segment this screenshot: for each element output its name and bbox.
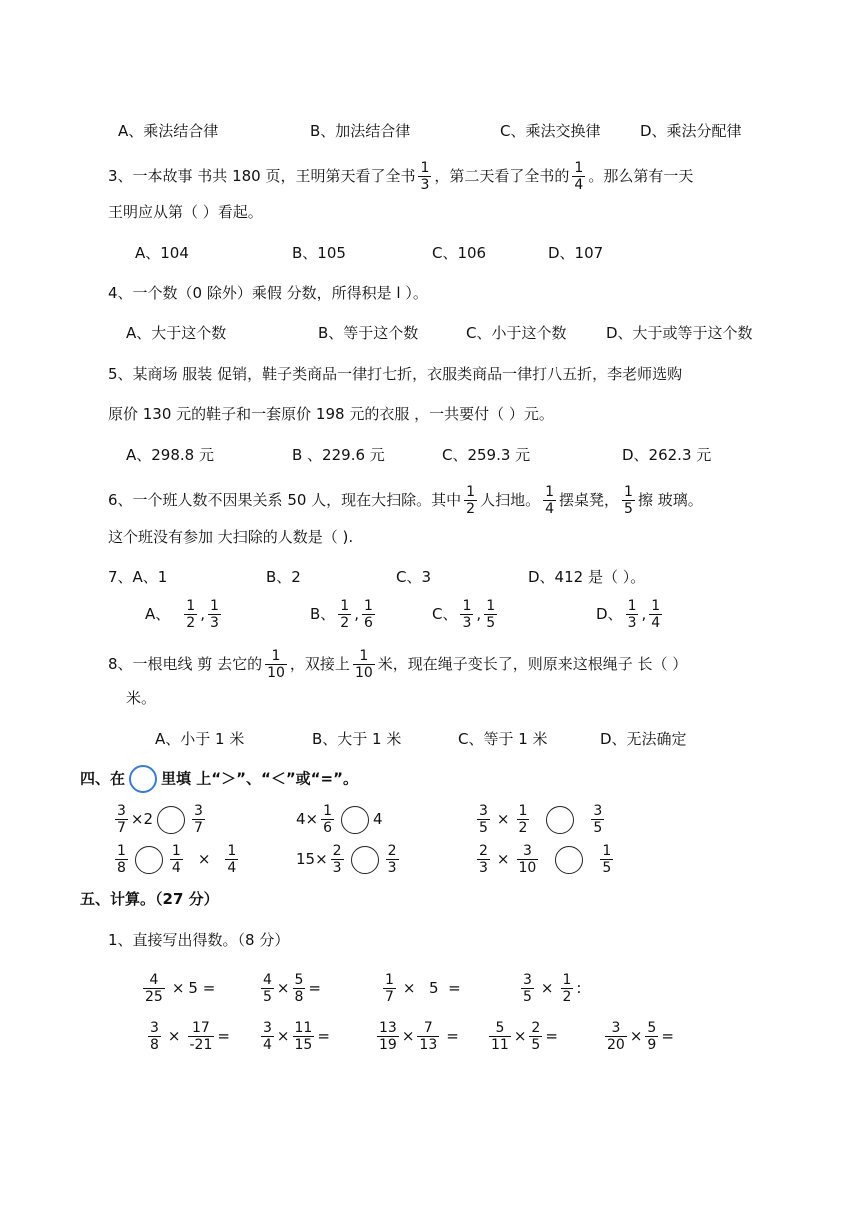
fraction: $\frac{1}{5}$	[624, 484, 633, 517]
q5-option-c: C、259.3 元	[442, 446, 531, 464]
answer-circle[interactable]	[341, 806, 369, 834]
calc-item: $\frac{4}{25}$ × 5 =	[145, 972, 216, 1005]
calc-item: $\frac{5}{11}$ × $\frac{2}{5}$ =	[491, 1020, 558, 1053]
answer-circle[interactable]	[555, 846, 583, 874]
q5-option-a: A、298.8 元	[126, 446, 214, 464]
q3-option-d: D、107	[548, 244, 604, 262]
q4-option-b: B、等于这个数	[318, 324, 419, 342]
q4-option-d: D、大于或等于这个数	[606, 324, 753, 342]
q4-option-a: A、大于这个数	[126, 324, 227, 342]
fraction: $\frac{1}{4}$	[545, 484, 555, 517]
compare-item: 15× $\frac{2}{3}$ $\frac{2}{3}$	[296, 843, 397, 876]
q3-option-a: A、104	[135, 244, 189, 262]
calc-item: $\frac{1}{7}$ × 5 =	[385, 972, 461, 1005]
q2-option-b: B、加法结合律	[310, 122, 411, 140]
section-5-subheading: 1、直接写出得数。（8 分）	[108, 931, 290, 949]
question-7-c: C、3	[396, 568, 432, 586]
section-5-heading: 五、计算。（27 分）	[80, 890, 219, 908]
question-7-a: 7、A、1	[108, 568, 168, 586]
question-5-line1: 5、某商场 服装 促销，鞋子类商品一律打七折，衣服类商品一律打八五折，李老师选购	[108, 365, 683, 383]
question-7-d: D、412 是（ ）。	[528, 568, 646, 586]
compare-item: 4× $\frac{1}{6}$ 4	[296, 803, 383, 836]
question-3: 3、一本故事 书共 180 页，王明第天看了全书 $\frac{1}{3}$ ，第二天看了全书的 $\frac{1}{4}$ 。那么第有一天	[108, 160, 694, 193]
q8-option-d: D、无法确定	[600, 730, 687, 748]
q8-option-c: C、等于 1 米	[458, 730, 548, 748]
question-8-line2: 米。	[126, 689, 157, 707]
q2-option-d: D、乘法分配律	[640, 122, 742, 140]
compare-item: $\frac{2}{3}$ × $\frac{3}{10}$ $\frac{1}{5}$	[479, 843, 612, 876]
q3-option-b: B、105	[292, 244, 346, 262]
question-5-line2: 原价 130 元的鞋子和一套原价 198 元的衣服 ，一共要付（ ）元。	[108, 405, 554, 423]
answer-circle[interactable]	[351, 846, 379, 874]
answer-circle[interactable]	[135, 846, 163, 874]
fraction: $\frac{1}{4}$	[574, 160, 584, 193]
question-6: 6、一个班人数不因果关系 50 人，现在大扫除。其中 $\frac{1}{2}$ 人扫地。 $\frac{1}{4}$ 摆桌凳， $\frac{1}{5}$ 擦 玻璃。	[108, 484, 703, 517]
compare-item: $\frac{1}{8}$ $\frac{1}{4}$ × $\frac{1}{4}$	[117, 843, 237, 876]
calc-item: $\frac{3}{4}$ × $\frac{11}{15}$ =	[263, 1020, 330, 1053]
q4-option-c: C、小于这个数	[466, 324, 567, 342]
calc-item: $\frac{3}{20}$ × $\frac{5}{9}$ =	[607, 1020, 674, 1053]
calc-item: $\frac{4}{5}$ × $\frac{5}{8}$ =	[263, 972, 321, 1005]
q3-option-c: C、106	[432, 244, 487, 262]
question-7-b: B、2	[266, 568, 301, 586]
calc-item: $\frac{13}{19}$ × $\frac{7}{13}$ =	[379, 1020, 459, 1053]
question-8: 8、一根电线 剪 去它的 $\frac{1}{10}$ ，双接上 $\frac{1}{10}$ 米，现在绳子变长了，则原来这根绳子 长（ ）	[108, 648, 688, 681]
calc-item: $\frac{3}{5}$ × $\frac{1}{2}$ :	[523, 972, 582, 1005]
compare-item: $\frac{3}{7}$ ×2 $\frac{3}{7}$	[117, 803, 203, 836]
answer-circle[interactable]	[157, 806, 185, 834]
question-6-line2: 这个班没有参加 大扫除的人数是（ ).	[108, 528, 354, 546]
q7-option-c: C、 $\frac{1}{3}$ , $\frac{1}{5}$	[432, 598, 496, 631]
q5-option-b: B 、229.6 元	[292, 446, 385, 464]
fraction: $\frac{1}{2}$	[466, 484, 476, 517]
question-4: 4、一个数（0 除外）乘假 分数，所得积是 l ）。	[108, 284, 428, 302]
q2-option-a: A、乘法结合律	[118, 122, 219, 140]
calc-item: $\frac{3}{8}$ × $\frac{17}{-21}$ =	[150, 1020, 230, 1053]
circle-icon	[129, 765, 157, 793]
q7-option-d: D、 $\frac{1}{3}$ , $\frac{1}{4}$	[596, 598, 661, 631]
q7-option-b: B、 $\frac{1}{2}$ , $\frac{1}{6}$	[310, 598, 373, 631]
compare-item: $\frac{3}{5}$ × $\frac{1}{2}$ $\frac{3}{5}$	[479, 803, 603, 836]
fraction: $\frac{1}{3}$	[420, 160, 430, 193]
q7-option-a: A、 $\frac{1}{2}$ , $\frac{1}{3}$	[145, 598, 219, 631]
q2-option-c: C、乘法交换律	[500, 122, 601, 140]
question-3-line2: 王明应从第（ ）看起。	[108, 203, 263, 221]
q5-option-d: D、262.3 元	[622, 446, 712, 464]
q8-option-a: A、小于 1 米	[155, 730, 245, 748]
q8-option-b: B、大于 1 米	[312, 730, 402, 748]
section-4-heading: 四、在 里填 上“＞”、“＜”或“=”。	[80, 765, 358, 793]
answer-circle[interactable]	[546, 806, 574, 834]
